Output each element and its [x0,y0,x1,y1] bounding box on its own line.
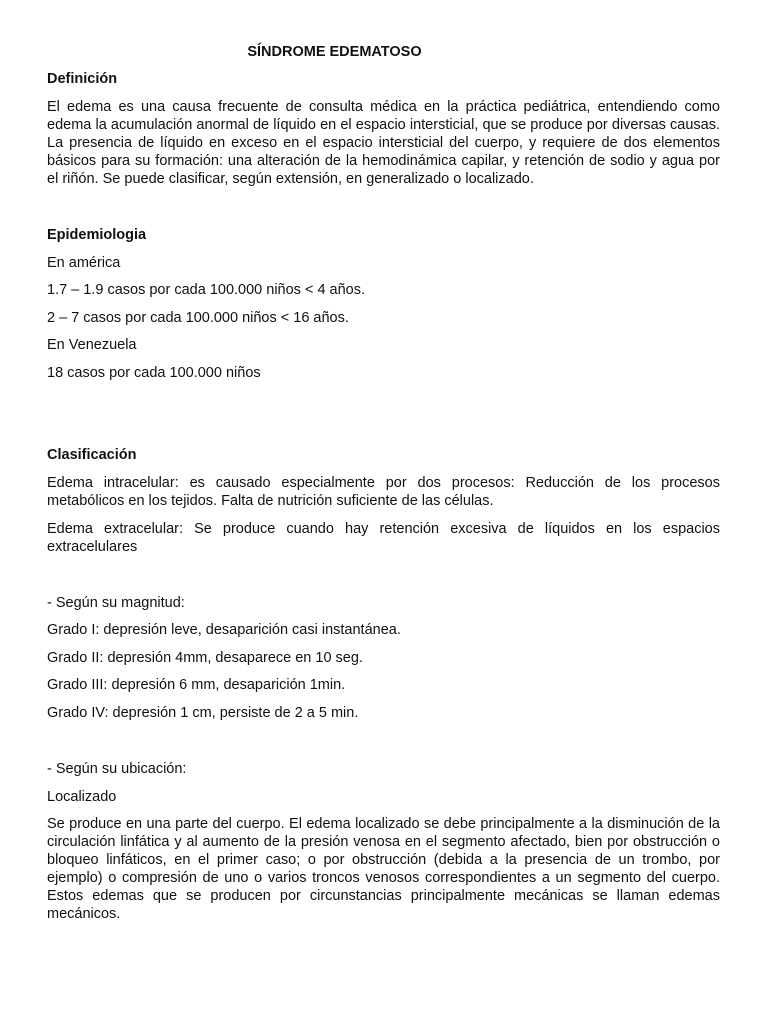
epidemiologia-line: En américa [47,255,121,271]
heading-definicion: Definición [47,71,118,87]
grado-line: Grado II: depresión 4mm, desaparece en 10 seg. [47,650,363,666]
heading-epidemiologia: Epidemiologia [47,227,147,243]
paragraph-localizado: Se produce en una parte del cuerpo. El edema localizado se debe principalmente a la disminución de la circulación linfática y al aumento de la presión venosa en el segmento afectado, bien por obstrucción o bloqueo linfáticos, en el primer caso; o por obstrucción (debida a la presencia de un trombo, por ejemplo) o compresión de uno o varios troncos venosos correspondientes a un segmento del cuerpo. Estos edemas que se producen por circunstancias principalmente mecánicas se llaman edemas mecánicos. [47,816,720,922]
heading-ubicacion: - Según su ubicación: [47,761,187,777]
grado-line: Grado I: depresión leve, desaparición casi instantánea. [47,622,401,638]
epidemiologia-line: 1.7 – 1.9 casos por cada 100.000 niños < 4 años. [47,282,366,298]
epidemiologia-line: 2 – 7 casos por cada 100.000 niños < 16 años. [47,310,349,326]
grado-line: Grado III: depresión 6 mm, desaparición 1min. [47,677,346,693]
paragraph-definicion: El edema es una causa frecuente de consulta médica en la práctica pediátrica, entendiendo como edema la acumulación anormal de líquido en el espacio intersticial, que se produce por diversas causas. La presencia de líquido en exceso en el espacio intersticial del cuerpo, y requiere de dos elementos básicos para su formación: una alteración de la hemodinámica capilar, y retención de sodio y agua por el riñón. Se puede clasificar, según extensión, en generalizado o localizado. [47,99,720,187]
page-title: SÍNDROME EDEMATOSO [247,44,422,60]
heading-magnitud: - Según su magnitud: [47,595,185,611]
epidemiologia-line: En Venezuela [47,337,137,353]
subheading-localizado: Localizado [47,789,117,805]
heading-clasificacion: Clasificación [47,447,137,463]
paragraph-edema-intracelular: Edema intracelular: es causado especialmente por dos procesos: Reducción de los procesos metabólicos en los tejidos. Falta de nutrición suficiente de las células. [47,475,720,509]
paragraph-edema-extracelular: Edema extracelular: Se produce cuando hay retención excesiva de líquidos en los espacios extracelulares [47,521,720,555]
grado-line: Grado IV: depresión 1 cm, persiste de 2 a 5 min. [47,705,359,721]
epidemiologia-line: 18 casos por cada 100.000 niños [47,365,261,381]
